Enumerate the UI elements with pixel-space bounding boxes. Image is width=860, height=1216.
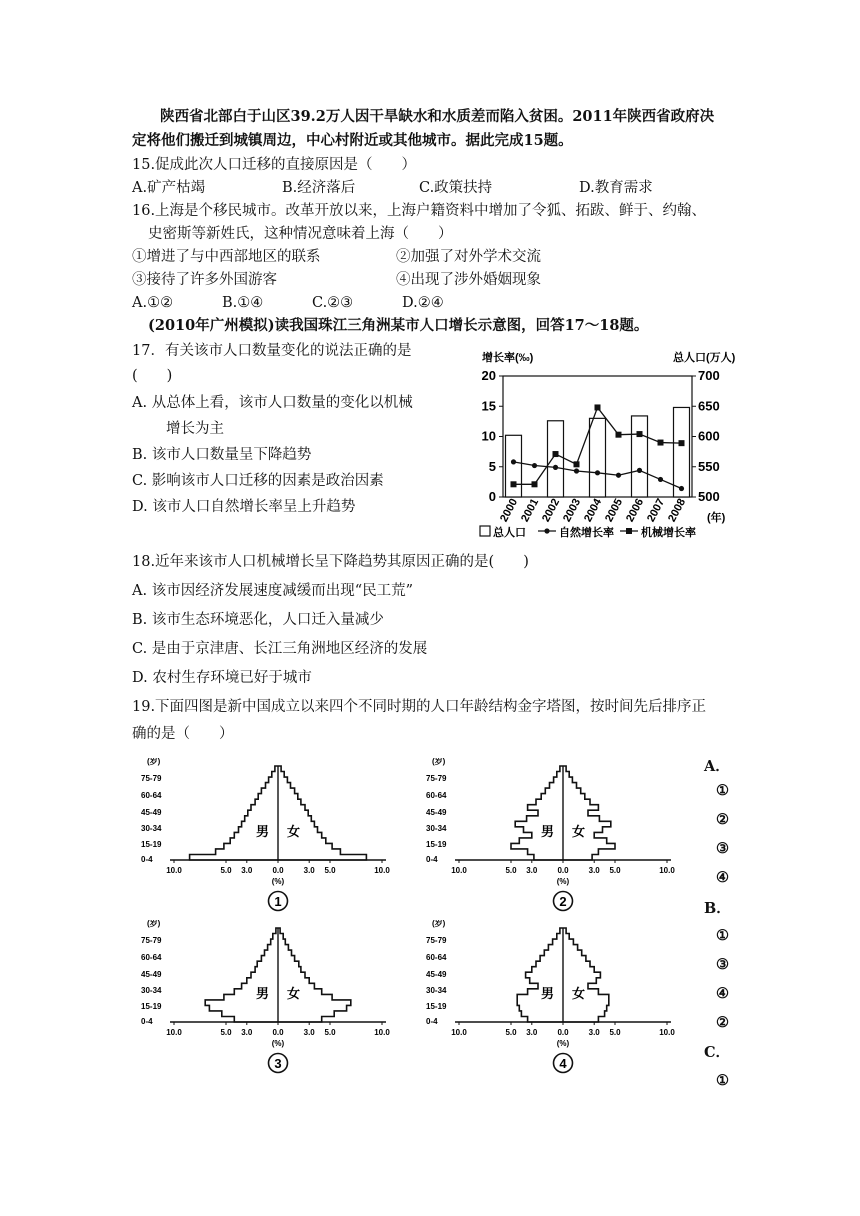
- pyramid-x-tick-label: 3.0: [303, 866, 315, 875]
- right-tick-label: 700: [698, 368, 720, 383]
- age-tick-label: 45-49: [426, 808, 447, 817]
- age-tick-label: 15-19: [426, 1002, 447, 1011]
- point-natural-growth: [595, 470, 600, 475]
- q16-statement-2: ②加强了对外学术交流: [396, 249, 541, 265]
- pyramid-male-outline: [517, 928, 563, 1022]
- q17-option-c[interactable]: C. 影响该市人口迁移的因素是政治因素: [132, 473, 384, 489]
- x-tick-label: 2004: [582, 496, 605, 525]
- q15-option-a[interactable]: A.矿产枯竭: [132, 180, 206, 196]
- pyramid-female-outline: [278, 766, 366, 860]
- point-migration-growth: [595, 404, 601, 410]
- population-growth-chart: [470, 343, 745, 543]
- q16-stem-line-2: 史密斯等新姓氏，这种情况意味着上海（ ）: [148, 226, 453, 242]
- point-migration-growth: [637, 431, 643, 437]
- pyramid-x-unit: (%): [556, 1039, 570, 1048]
- female-label: 女: [287, 986, 301, 1001]
- q18-option-a[interactable]: A. 该市因经济发展速度减缓而出现“民工荒”: [132, 583, 414, 599]
- pyramid-x-tick-label: 3.0: [526, 1028, 538, 1037]
- age-tick-label: 15-19: [426, 840, 447, 849]
- legend-marker-natural: [544, 528, 549, 533]
- point-migration-growth: [658, 440, 664, 446]
- bar-total-population: [506, 435, 522, 497]
- female-label: 女: [287, 824, 301, 839]
- pyramid-x-tick-label: 5.0: [609, 1028, 621, 1037]
- q19-stem-line-2: 确的是（ ）: [132, 726, 234, 742]
- pyramid-x-tick-label: 10.0: [659, 1028, 675, 1037]
- age-tick-label: 0-4: [141, 855, 153, 864]
- x-tick-label: 2003: [561, 496, 584, 525]
- x-tick-label: 2008: [666, 496, 689, 525]
- pyramid-x-unit: (%): [271, 1039, 285, 1048]
- male-label: 男: [541, 986, 555, 1001]
- q19-option-item: ②: [716, 811, 729, 828]
- left-tick-label: 20: [481, 368, 496, 383]
- female-label: 女: [572, 824, 586, 839]
- pyramid-x-tick-label: 5.0: [220, 1028, 232, 1037]
- q19-option-item: ④: [716, 985, 729, 1002]
- age-tick-label: 15-19: [141, 1002, 162, 1011]
- q15-option-b[interactable]: B.经济落后: [282, 180, 356, 196]
- pyramid-x-tick-label: 3.0: [303, 1028, 315, 1037]
- q17-option-a-cont: 增长为主: [166, 421, 224, 437]
- point-natural-growth: [637, 468, 642, 473]
- pyramid-x-tick-label: 0.0: [272, 866, 284, 875]
- q19-option-label[interactable]: C．: [704, 1044, 731, 1061]
- pyramid-x-tick-label: 0.0: [557, 1028, 569, 1037]
- left-tick-label: 0: [488, 489, 496, 504]
- pyramid-x-tick-label: 10.0: [166, 1028, 182, 1037]
- x-axis-unit: (年): [707, 512, 726, 524]
- legend-marker-migration: [626, 528, 632, 534]
- q16-stem-line-1: 16.上海是个移民城市。改革开放以来，上海户籍资料中增加了令狐、拓跋、鲜于、约翰、: [132, 203, 707, 219]
- q16-option-a[interactable]: A.①②: [132, 295, 174, 311]
- pyramid-x-tick-label: 3.0: [526, 866, 538, 875]
- age-unit-label: (岁): [432, 920, 446, 928]
- point-natural-growth: [532, 463, 537, 468]
- q15-stem: 15.促成此次人口迁移的直接原因是（ ）: [132, 157, 417, 173]
- q17-stem-line-1: 17．有关该市人口数量变化的说法正确的是: [132, 343, 412, 359]
- male-label: 男: [256, 824, 270, 839]
- q19-option-item: ②: [716, 1014, 729, 1031]
- age-tick-label: 60-64: [141, 953, 162, 962]
- age-tick-label: 75-79: [141, 936, 162, 945]
- pyramid-x-tick-label: 5.0: [505, 866, 517, 875]
- legend-label-migration: 机械增长率: [641, 527, 696, 539]
- pyramid-x-tick-label: 0.0: [557, 866, 569, 875]
- panel-number: 4: [559, 1056, 567, 1071]
- point-natural-growth: [574, 468, 579, 473]
- bar-total-population: [590, 418, 606, 497]
- point-natural-growth: [616, 473, 621, 478]
- q19-option-label[interactable]: A．: [704, 758, 730, 775]
- pyramid-x-tick-label: 10.0: [659, 866, 675, 875]
- age-tick-label: 15-19: [141, 840, 162, 849]
- right-tick-label: 600: [698, 428, 720, 444]
- point-natural-growth: [679, 486, 684, 491]
- q18-stem: 18.近年来该市人口机械增长呈下降趋势其原因正确的是( ): [132, 554, 529, 570]
- pyramid-female-outline: [563, 928, 609, 1022]
- q16-option-c[interactable]: C.②③: [312, 295, 354, 311]
- age-tick-label: 45-49: [426, 970, 447, 979]
- x-tick-label: 2005: [603, 496, 626, 525]
- pyramid-male-outline: [205, 928, 278, 1022]
- q19-option-item: ①: [716, 1072, 729, 1089]
- age-tick-label: 30-34: [426, 986, 447, 995]
- age-tick-label: 0-4: [426, 855, 438, 864]
- q17-stem-line-2: ( ): [132, 368, 173, 384]
- point-migration-growth: [553, 451, 559, 457]
- pyramid-x-unit: (%): [556, 877, 570, 886]
- q17-option-d[interactable]: D. 该市人口自然增长率呈上升趋势: [132, 499, 356, 515]
- pyramid-panel-2: [420, 758, 690, 918]
- age-tick-label: 60-64: [426, 953, 447, 962]
- pyramid-panel-1: [135, 758, 405, 918]
- age-tick-label: 30-34: [141, 986, 162, 995]
- x-tick-label: 2006: [624, 496, 647, 525]
- q16-statement-1: ①增进了与中西部地区的联系: [132, 249, 321, 265]
- legend-label-total: 总人口: [493, 527, 526, 539]
- point-natural-growth: [658, 477, 663, 482]
- pyramid-x-tick-label: 3.0: [588, 1028, 600, 1037]
- pyramid-x-tick-label: 10.0: [451, 866, 467, 875]
- age-tick-label: 30-34: [141, 824, 162, 833]
- pyramid-x-tick-label: 3.0: [241, 866, 253, 875]
- point-natural-growth: [511, 459, 516, 464]
- male-label: 男: [541, 824, 555, 839]
- age-unit-label: (岁): [147, 758, 161, 766]
- point-migration-growth: [532, 481, 538, 487]
- pyramid-male-outline: [511, 766, 563, 860]
- age-tick-label: 75-79: [426, 774, 447, 783]
- age-unit-label: (岁): [147, 920, 161, 928]
- pyramid-x-tick-label: 10.0: [451, 1028, 467, 1037]
- passage-17-18: (2010年广州模拟)读我国珠江三角洲某市人口增长示意图，回答17～18题。: [148, 317, 649, 334]
- q16-option-d[interactable]: D.②④: [402, 295, 444, 311]
- point-migration-growth: [574, 461, 580, 467]
- q19-stem-line-1: 19.下面四图是新中国成立以来四个不同时期的人口年龄结构金字塔图，按时间先后排序正: [132, 699, 707, 715]
- age-tick-label: 30-34: [426, 824, 447, 833]
- q19-option-item: ④: [716, 869, 729, 886]
- pyramid-x-tick-label: 5.0: [505, 1028, 517, 1037]
- q19-option-label[interactable]: B．: [704, 900, 731, 917]
- legend-label-natural: 自然增长率: [559, 527, 614, 539]
- age-unit-label: (岁): [432, 758, 446, 766]
- point-natural-growth: [553, 465, 558, 470]
- q16-option-b[interactable]: B.①④: [222, 295, 264, 311]
- right-tick-label: 500: [698, 489, 720, 504]
- pyramid-x-tick-label: 5.0: [324, 866, 336, 875]
- left-axis-label: 增长率(‰): [482, 352, 534, 364]
- age-tick-label: 45-49: [141, 808, 162, 817]
- pyramid-panel-3: [135, 920, 405, 1080]
- left-tick-label: 5: [488, 458, 496, 474]
- pyramid-male-outline: [190, 766, 278, 860]
- panel-number: 2: [559, 894, 567, 909]
- intro-line-2: 定将他们搬迁到城镇周边，中心村附近或其他城市。据此完成15题。: [132, 132, 573, 149]
- pyramid-x-tick-label: 10.0: [166, 866, 182, 875]
- pyramid-x-tick-label: 10.0: [374, 1028, 390, 1037]
- q15-option-c[interactable]: C.政策扶持: [419, 180, 493, 196]
- x-tick-label: 2000: [498, 496, 521, 525]
- pyramid-x-tick-label: 0.0: [272, 1028, 284, 1037]
- male-label: 男: [256, 986, 270, 1001]
- q16-statement-4: ④出现了涉外婚姻现象: [396, 272, 541, 288]
- pyramid-x-tick-label: 3.0: [588, 866, 600, 875]
- q19-option-item: ③: [716, 840, 729, 857]
- x-tick-label: 2002: [540, 496, 563, 525]
- pyramid-x-tick-label: 10.0: [374, 866, 390, 875]
- pyramid-female-outline: [563, 766, 615, 860]
- bar-total-population: [674, 407, 690, 497]
- q16-statement-3: ③接待了许多外国游客: [132, 272, 277, 288]
- q19-option-item: ①: [716, 927, 729, 944]
- q15-option-d[interactable]: D.教育需求: [579, 180, 653, 196]
- bar-total-population: [548, 421, 564, 497]
- age-tick-label: 60-64: [426, 791, 447, 800]
- q17-option-a[interactable]: A. 从总体上看，该市人口数量的变化以机械: [132, 395, 413, 411]
- pyramid-x-unit: (%): [271, 877, 285, 886]
- right-tick-label: 650: [698, 398, 720, 414]
- left-tick-label: 15: [481, 398, 496, 414]
- q17-option-b[interactable]: B. 该市人口数量呈下降趋势: [132, 447, 312, 463]
- point-migration-growth: [616, 432, 622, 438]
- pyramid-x-tick-label: 5.0: [324, 1028, 336, 1037]
- q18-option-b[interactable]: B. 该市生态环境恶化，人口迁入量减少: [132, 612, 384, 628]
- age-tick-label: 0-4: [426, 1017, 438, 1026]
- pyramid-x-tick-label: 5.0: [220, 866, 232, 875]
- pyramid-x-tick-label: 5.0: [609, 866, 621, 875]
- pyramid-panel-4: [420, 920, 690, 1080]
- age-tick-label: 75-79: [426, 936, 447, 945]
- legend-swatch-total: [480, 526, 490, 536]
- intro-line-1: 陕西省北部白于山区39.2万人因干旱缺水和水质差而陷入贫困。2011年陕西省政府决: [160, 108, 715, 125]
- pyramid-female-outline: [278, 928, 351, 1022]
- x-tick-label: 2007: [645, 496, 668, 525]
- age-tick-label: 0-4: [141, 1017, 153, 1026]
- pyramid-x-tick-label: 3.0: [241, 1028, 253, 1037]
- bar-total-population: [632, 416, 648, 497]
- q19-option-item: ③: [716, 956, 729, 973]
- age-tick-label: 45-49: [141, 970, 162, 979]
- q18-option-d[interactable]: D. 农村生存环境已好于城市: [132, 670, 312, 686]
- right-axis-label: 总人口(万人): [673, 352, 736, 364]
- female-label: 女: [572, 986, 586, 1001]
- q19-option-item: ①: [716, 782, 729, 799]
- panel-number: 3: [274, 1056, 282, 1071]
- right-tick-label: 550: [698, 458, 720, 474]
- point-migration-growth: [511, 481, 517, 487]
- age-tick-label: 75-79: [141, 774, 162, 783]
- point-migration-growth: [679, 440, 685, 446]
- left-tick-label: 10: [481, 428, 496, 444]
- panel-number: 1: [274, 894, 282, 909]
- q18-option-c[interactable]: C. 是由于京津唐、长江三角洲地区经济的发展: [132, 641, 428, 657]
- age-tick-label: 60-64: [141, 791, 162, 800]
- x-tick-label: 2001: [519, 496, 542, 525]
